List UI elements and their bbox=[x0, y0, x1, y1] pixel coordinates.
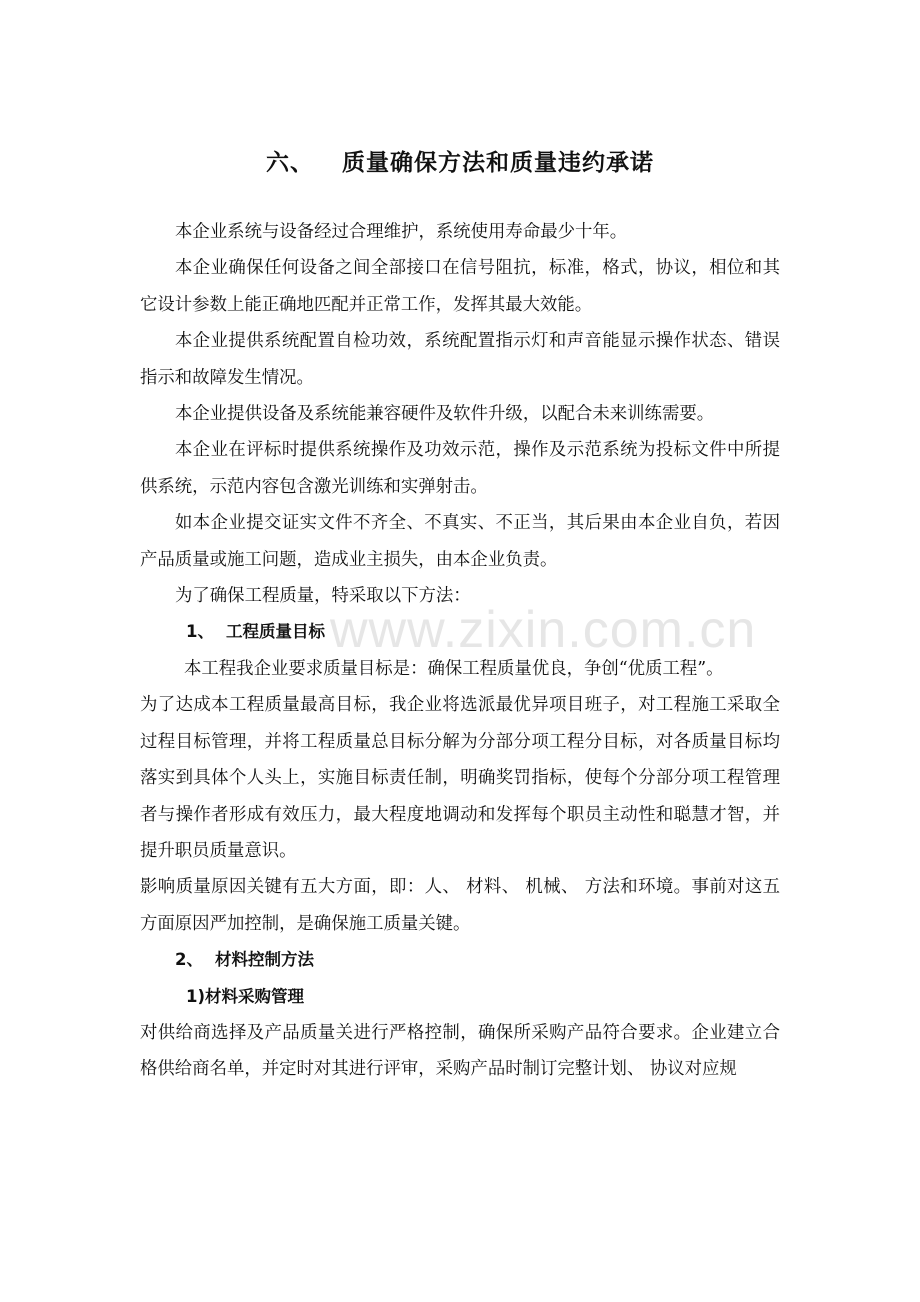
section-title: 材料控制方法 bbox=[215, 950, 314, 970]
paragraph: 本企业提供系统配置自检功效，系统配置指示灯和声音能显示操作状态、错误指示和故障发生情况。 bbox=[140, 331, 780, 388]
paragraph: 本企业系统与设备经过合理维护，系统使用寿命最少十年。 bbox=[175, 222, 628, 242]
title-text: 质量确保方法和质量违约承诺 bbox=[342, 150, 654, 176]
subsection-heading: 1)材料采购管理 bbox=[186, 986, 305, 1006]
watermark: www.zixin.com.cn bbox=[330, 601, 757, 659]
paragraph: 对供给商选择及产品质量关进行严格控制，确保所采购产品符合要求。企业建立合格供给商名单，并定时对其进行评审，采购产品时制订完整计划、 协议对应规 bbox=[140, 1022, 780, 1080]
section-number: 2、 bbox=[175, 950, 203, 970]
paragraph: 本工程我企业要求质量目标是：确保工程质量优良，争创“优质工程”。 bbox=[184, 658, 724, 679]
section-number: 1、 bbox=[186, 622, 214, 642]
section-title: 工程质量目标 bbox=[226, 622, 325, 642]
paragraph: 为了确保工程质量，特采取以下方法： bbox=[175, 586, 471, 607]
section-heading bbox=[140, 614, 780, 650]
paragraph: 本企业确保任何设备之间全部接口在信号阻抗，标准，格式，协议，相位和其它设计参数上能正确地匹配并正常工作，发挥其最大效能。 bbox=[140, 258, 780, 315]
title-number: 六、 bbox=[266, 150, 314, 176]
document-body bbox=[140, 214, 780, 1088]
page-title bbox=[0, 144, 920, 177]
paragraph: 影响质量原因关键有五大方面，即：人、 材料、 机械、 方法和环境。事前对这五方面原因严加控制，是确保施工质量关键。 bbox=[140, 877, 780, 934]
paragraph: 如本企业提交证实文件不齐全、不真实、不正当，其后果由本企业自负，若因产品质量或施工问题，造成业主损失，由本企业负责。 bbox=[140, 513, 780, 570]
paragraph: 本企业提供设备及系统能兼容硬件及软件升级，以配合未来训练需要。 bbox=[175, 404, 715, 425]
section-heading bbox=[140, 942, 780, 978]
paragraph: 为了达成本工程质量最高目标，我企业将选派最优异项目班子，对工程施工采取全过程目标管理，并将工程质量总目标分解为分部分项工程分目标，对各质量目标均落实到具体个人头上，实施目标责任制，明确奖罚指标，使每个分部分项工程管理者与操作者形成有效压力，最大程度地调动和发挥每个职员主动性和聪慧才智，并提升职员质量意识。 bbox=[140, 695, 780, 861]
paragraph: 本企业在评标时提供系统操作及功效示范，操作及示范系统为投标文件中所提供系统，示范内容包含激光训练和实弹射击。 bbox=[140, 440, 780, 497]
